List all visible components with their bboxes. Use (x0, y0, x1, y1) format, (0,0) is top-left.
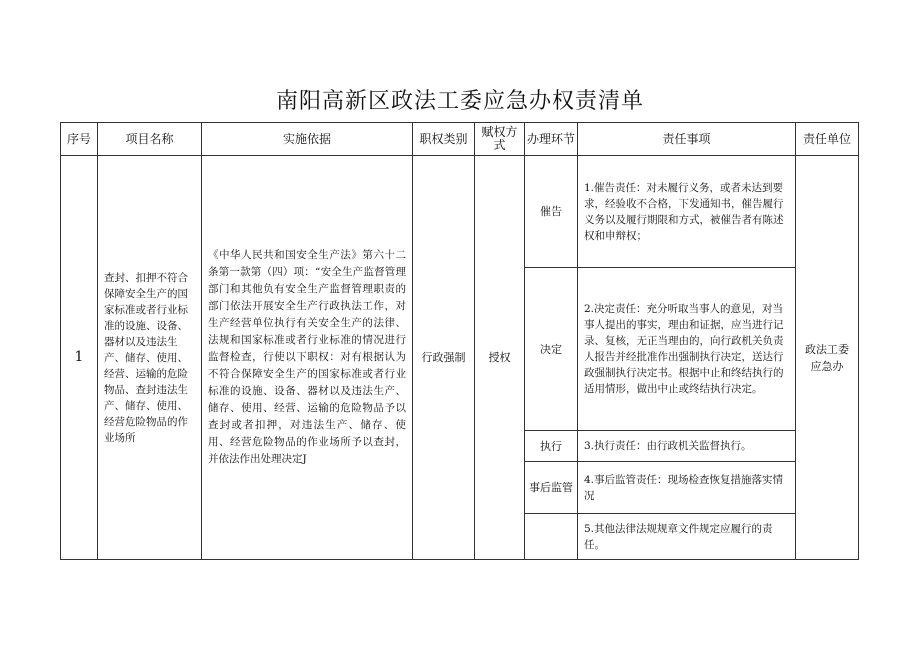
header-basis: 实施依据 (202, 123, 413, 156)
duty-cell: 3.执行责任：由行政机关监督执行。 (578, 431, 796, 462)
row-index: 1 (61, 156, 98, 560)
header-category: 职权类别 (413, 123, 475, 156)
page-title: 南阳高新区政法工委应急办权责清单 (275, 89, 644, 114)
stage-cell: 事后监管 (525, 462, 578, 514)
duty-cell: 5.其他法律法规规章文件规定应履行的责任。 (578, 514, 796, 560)
header-index: 序号 (61, 123, 98, 156)
header-row (61, 123, 859, 156)
stage-cell: 执行 (525, 431, 578, 462)
header-project: 项目名称 (98, 123, 202, 156)
header-duty: 责任事项 (578, 123, 796, 156)
row-basis: 《中华人民共和国安全生产法》第六十二条第一款第（四）项：“安全生产监督管理部门和其他负有安全生产监督管理职责的部门依法开展安全生产行政执法工作，对生产经营单位执行有关安全生产的法律、法规和国家标准或者行业标准的情况进行监督检查，行使以下职权：对有根据认为不符合保障安全生产的国家标准或者行业标准的设施、设备、器材以及违法生产、储存、使用、经营、运输的危险物品予以查封或者扣押，对违法生产、储存、使用、经营危险物品的作业场所予以查封，并依法作出处理决定J (202, 156, 413, 560)
header-stage: 办理环节 (525, 123, 578, 156)
row-category: 行政强制 (413, 156, 475, 560)
duty-cell: 2.决定责任：充分听取当事人的意见，对当事人提出的事实，理由和证据，应当进行记录、复核，无正当理由的，向行政机关负责人报告并经批准作出强制执行决定，送达行政强制执行决定书。根据中止和终结执行的适用情形，做出中止或终结执行决定。 (578, 268, 796, 431)
header-method: 赋权方式 (475, 123, 525, 156)
duty-cell: 1.催告责任：对未履行义务，或者未达到要求，经验收不合格，下发通知书，催告履行义务以及履行期限和方式，被催告者有陈述权和申辩权； (578, 156, 796, 268)
stage-cell: 决定 (525, 268, 578, 431)
row-method: 授权 (475, 156, 525, 560)
duty-table (60, 122, 859, 560)
row-project: 查封、扣押不符合保障安全生产的国家标准或者行业标准的设施、设备、器材以及违法生产、储存、使用、经营、运输的危险物品、查封违法生产、储存、使用、经营危险物品的作业场所 (98, 156, 202, 560)
table-row (61, 156, 859, 268)
duty-cell: 4.事后监管责任：现场检查恢复措施落实情况 (578, 462, 796, 514)
header-unit: 责任单位 (796, 123, 859, 156)
row-unit: 政法工委应急办 (796, 156, 859, 560)
stage-cell (525, 514, 578, 560)
stage-cell: 催告 (525, 156, 578, 268)
